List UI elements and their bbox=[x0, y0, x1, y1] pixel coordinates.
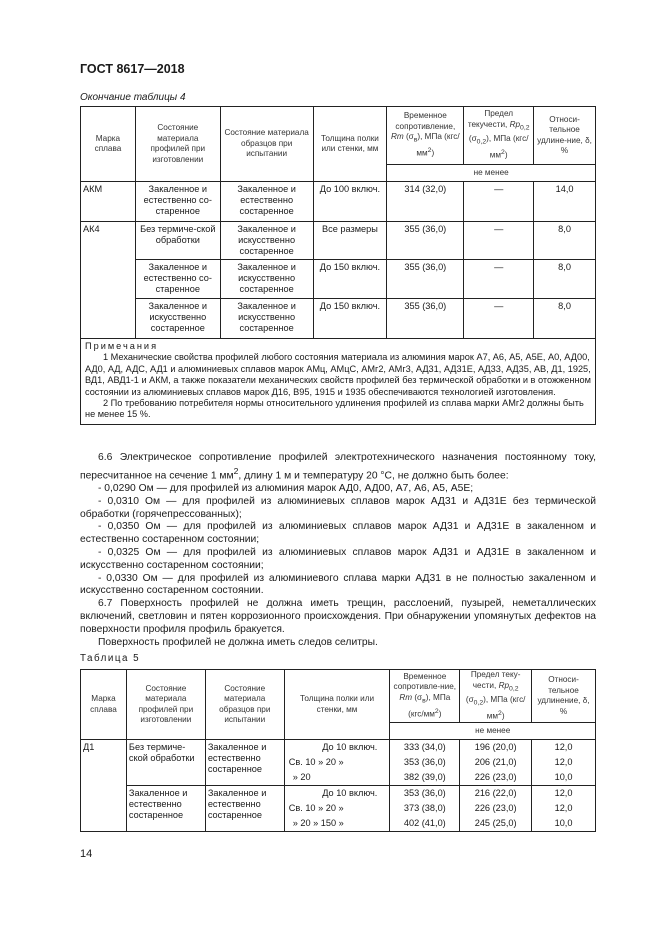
cell-thickness bbox=[284, 786, 390, 832]
strength-line: 402 (41,0) bbox=[403, 818, 446, 829]
header-elongation: Относи-тельное удлине-ние, δ, % bbox=[534, 107, 596, 165]
yield-line: 196 (20,0) bbox=[474, 742, 517, 753]
yield-line: 226 (23,0) bbox=[474, 803, 517, 814]
table-row bbox=[81, 740, 596, 786]
header-not-less: не менее bbox=[390, 723, 596, 740]
cell-strength: 355 (36,0) bbox=[387, 260, 464, 299]
cell-sample: Закаленное и естественно состаренное bbox=[205, 786, 284, 832]
strength-line: 373 (38,0) bbox=[403, 803, 446, 814]
table5-caption: Таблица 5 bbox=[80, 653, 141, 664]
cell-elongation: 8,0 bbox=[534, 299, 596, 339]
cell-yield bbox=[460, 740, 532, 786]
cell-grade: АКМ bbox=[81, 182, 136, 222]
cell-strength bbox=[390, 740, 460, 786]
list-item: - 0,0310 Ом — для профилей из алюминиевых сплавов марок АД31 и АД31Е без термической обработки (горячепрессованных); bbox=[80, 495, 596, 520]
yield-line: 206 (21,0) bbox=[474, 757, 517, 768]
elongation-line: 12,0 bbox=[554, 788, 573, 799]
header-sample-state: Состояние материала образцов при испытании bbox=[205, 670, 284, 740]
cell-sample: Закаленное и естественно состаренное bbox=[220, 182, 313, 222]
list-item: - 0,0290 Ом — для профилей из алюминия марок АД0, АД00, А7, А6, А5, А5Е; bbox=[98, 483, 474, 495]
cell-material: Закаленное и искусственно состаренное bbox=[135, 299, 220, 339]
cell-thickness bbox=[284, 740, 390, 786]
paragraph-6-6: 6.6 Электрическое сопротивление профилей электротехнического назначения постоянному току, пересчитанное на сечение 1 $мм^2$, длину 1 м и температуру 20 °С, не должно быть более: bbox=[80, 452, 596, 482]
thickness-line: Св. 10 » 20 » bbox=[288, 757, 344, 768]
header-material-state: Состояние материала профилей при изготовлении bbox=[126, 670, 205, 740]
thickness-line: » 20 bbox=[292, 772, 311, 783]
cell-strength bbox=[390, 786, 460, 832]
cell-material: Закаленное и естественно состаренное bbox=[126, 786, 205, 832]
table4-caption: Окончание таблицы 4 bbox=[80, 92, 186, 103]
section-6-6 bbox=[80, 452, 596, 649]
yield-line: 216 (22,0) bbox=[474, 788, 517, 799]
cell-elongation: 8,0 bbox=[534, 222, 596, 260]
cell-strength: 355 (36,0) bbox=[387, 222, 464, 260]
cell-grade: АК4 bbox=[81, 222, 136, 339]
cell-yield bbox=[460, 786, 532, 832]
cell-material: Без термиче-ской обработки bbox=[135, 222, 220, 260]
yield-line: 226 (23,0) bbox=[474, 772, 517, 783]
note-2: 2 По требованию потребителя нормы относительного удлинения профилей из сплава марки АМг2 должны быть не менее 15 %. bbox=[85, 398, 584, 420]
cell-yield: — bbox=[464, 260, 534, 299]
cell-thickness: Все размеры bbox=[313, 222, 387, 260]
table-row bbox=[81, 786, 596, 832]
strength-line: 353 (36,0) bbox=[403, 757, 446, 768]
header-elongation: Относи-тельное удлинение, δ, % bbox=[532, 670, 596, 723]
table-4 bbox=[80, 106, 596, 425]
cell-material: Без термиче-ской обработки bbox=[126, 740, 205, 786]
cell-material: Закаленное и естественно со-старенное bbox=[135, 182, 220, 222]
thickness-line: До 10 включ. bbox=[322, 788, 378, 799]
strength-line: 382 (39,0) bbox=[403, 772, 446, 783]
list-item: - 0,0325 Ом — для профилей из алюминиевых сплавов марок АД31 и АД31Е в закаленном и искусственно состаренном состоянии; bbox=[80, 547, 596, 571]
cell-sample: Закаленное и искусственно состаренное bbox=[220, 260, 313, 299]
cell-thickness: До 150 включ. bbox=[313, 260, 387, 299]
cell-yield: — bbox=[464, 222, 534, 260]
header-thickness: Толщина полки или стенки, мм bbox=[313, 107, 387, 182]
header-grade: Марка сплава bbox=[81, 107, 136, 182]
elongation-line: 12,0 bbox=[554, 757, 573, 768]
page-number: 14 bbox=[80, 848, 93, 860]
header-yield: Предел теку-чести, $Rp_{0,2}$ $(\sigma_{0,2})$, МПа $(кгс/мм^2)$ bbox=[460, 670, 532, 723]
table-row bbox=[81, 182, 596, 222]
cell-sample: Закаленное и искусственно состаренное bbox=[220, 222, 313, 260]
header-strength: Временное сопротивление, Rm $(\sigma_в)$, МПа $(кгс/мм^2)$ bbox=[387, 107, 464, 165]
list-item: - 0,0350 Ом — для профилей из алюминиевых сплавов марок АД31 и АД31Е в закаленном и естественно состаренном состоянии; bbox=[80, 521, 596, 546]
elongation-line: 10,0 bbox=[554, 818, 573, 829]
cell-grade: Д1 bbox=[81, 740, 127, 832]
header-yield: Предел текучести, $Rp_{0,2}$ $(\sigma_{0,2})$, МПа $(кгс/мм^2)$ bbox=[464, 107, 534, 165]
header-not-less: не менее bbox=[387, 165, 596, 182]
table-5 bbox=[80, 669, 596, 832]
note-1: 1 Механические свойства профилей любого состояния материала из алюминия марок А7, А6, А5, А5Е, А0, АД00, АД0, АД, АДС, АД1 и алюминиевых сплавов марок АМц, АМцС, АМг2, АМг3, АД31, АД31Е, АД33, АД35, АВ, Д1, 1925, ВД1, АВД1-1 и АКМ, а также показатели механических свойств профилей без термической обработки и в отожженном состоянии из алюминиевых сплавов марок Д16, В95, 1915 и 1935 обеспечиваются технологией изготовления. bbox=[85, 352, 591, 397]
cell-thickness: До 150 включ. bbox=[313, 299, 387, 339]
yield-line: 245 (25,0) bbox=[474, 818, 517, 829]
header-strength: Временное сопротивле-ние, Rm $(\sigma_в)$, МПа $(кгс/мм^2)$ bbox=[390, 670, 460, 723]
strength-line: 353 (36,0) bbox=[403, 788, 446, 799]
cell-elongation: 8,0 bbox=[534, 260, 596, 299]
strength-line: 333 (34,0) bbox=[403, 742, 446, 753]
table-row bbox=[81, 222, 596, 260]
header-material-state: Состояние материала профилей при изготовлении bbox=[135, 107, 220, 182]
cell-strength: 314 (32,0) bbox=[387, 182, 464, 222]
cell-strength: 355 (36,0) bbox=[387, 299, 464, 339]
cell-thickness: До 100 включ. bbox=[313, 182, 387, 222]
table-row bbox=[81, 260, 596, 299]
cell-elongation bbox=[532, 786, 596, 832]
cell-elongation: 14,0 bbox=[534, 182, 596, 222]
thickness-line: » 20 » 150 » bbox=[292, 818, 344, 829]
header-thickness: Толщина полки или стенки, мм bbox=[284, 670, 390, 740]
cell-yield: — bbox=[464, 182, 534, 222]
elongation-line: 12,0 bbox=[554, 742, 573, 753]
header-grade: Марка сплава bbox=[81, 670, 127, 740]
header-sample-state: Состояние материала образцов при испытании bbox=[220, 107, 313, 182]
paragraph-6-7: 6.7 Поверхность профилей не должна иметь трещин, расслоений, пузырей, неметаллических включений, светловин и пятен коррозионного происхождения. При обнаружении упомянутых дефектов на поверхности профиля профиль бракуется. bbox=[80, 598, 596, 635]
elongation-line: 12,0 bbox=[554, 803, 573, 814]
cell-yield: — bbox=[464, 299, 534, 339]
list-item: - 0,0330 Ом — для профилей из алюминиевого сплава марки АД31 в не полностью закаленном и искусственно состаренном состоянии. bbox=[80, 572, 596, 597]
thickness-line: До 10 включ. bbox=[322, 742, 378, 753]
elongation-line: 10,0 bbox=[554, 772, 573, 783]
cell-sample: Закаленное и естественно состаренное bbox=[205, 740, 284, 786]
standard-header: ГОСТ 8617—2018 bbox=[80, 62, 185, 76]
table-row bbox=[81, 299, 596, 339]
table4-notes bbox=[81, 339, 596, 425]
notes-title: Примечания bbox=[85, 341, 159, 351]
thickness-line: Св. 10 » 20 » bbox=[288, 803, 344, 814]
cell-elongation bbox=[532, 740, 596, 786]
cell-material: Закаленное и естественно со-старенное bbox=[135, 260, 220, 299]
cell-sample: Закаленное и искусственно состаренное bbox=[220, 299, 313, 339]
paragraph-6-7-b: Поверхность профилей не должна иметь следов селитры. bbox=[98, 636, 378, 648]
